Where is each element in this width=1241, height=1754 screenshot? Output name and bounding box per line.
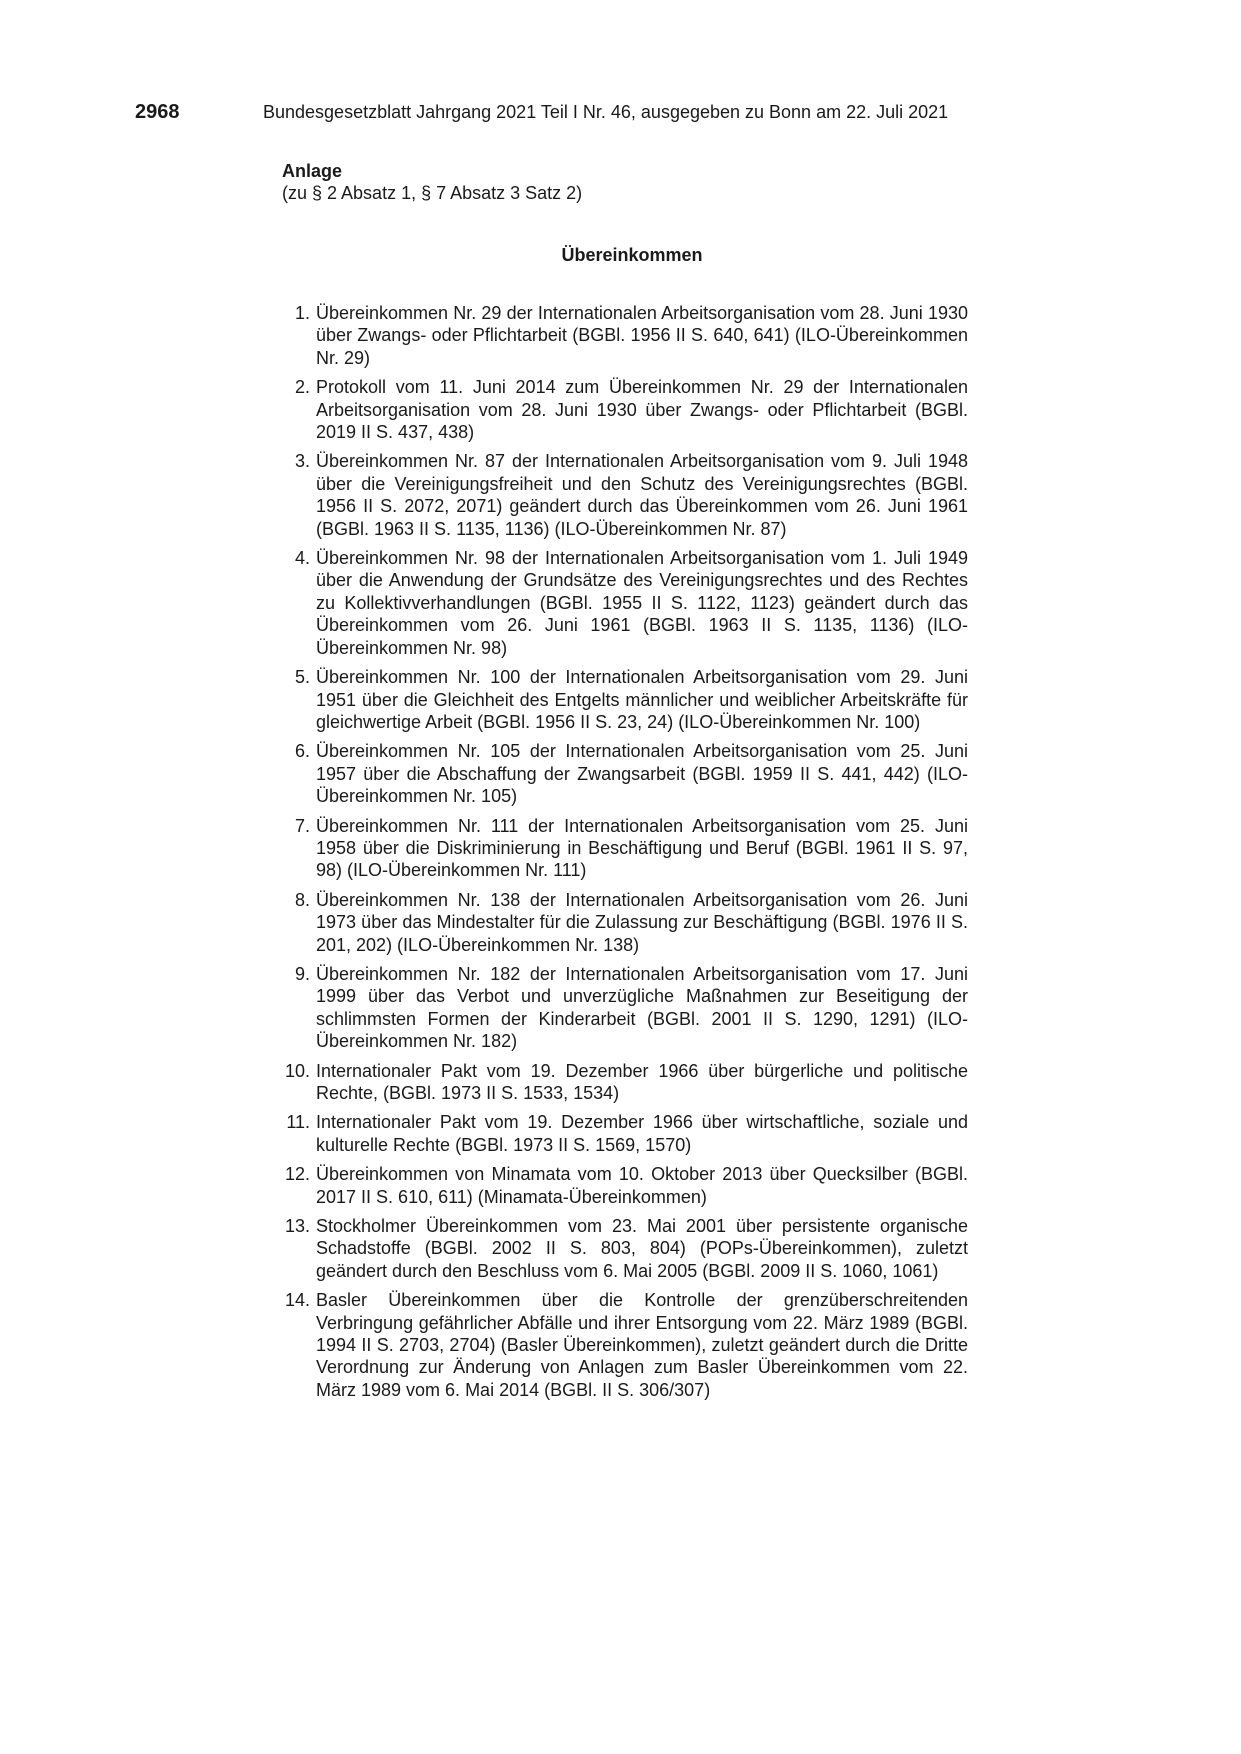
annex-title: Anlage xyxy=(282,161,343,181)
annex-block xyxy=(282,160,982,204)
item-text: Stockholmer Übereinkommen vom 23. Mai 2001 über persistente organische Schadstoffe (BGBl. 2002 II S. 803, 804) (POPs-Übereinkommen), zuletzt geändert durch den Beschluss vom 6. Mai 2005 (BGBl. 2009 II S. 1060, 1061) xyxy=(316,1216,968,1281)
item-text: Übereinkommen von Minamata vom 10. Oktober 2013 über Quecksilber (BGBl. 2017 II S. 610, 611) (Minamata-Übereinkommen) xyxy=(316,1164,968,1207)
list-item xyxy=(282,302,968,369)
list-item xyxy=(282,963,968,1053)
list-item xyxy=(282,1163,968,1208)
section-title: Übereinkommen xyxy=(561,245,703,265)
list-item xyxy=(282,740,968,807)
item-number: 12. xyxy=(284,1164,310,1185)
item-text: Übereinkommen Nr. 138 der Internationalen Arbeitsorganisation vom 26. Juni 1973 über das Mindestalter für die Zulassung zur Beschäftigung (BGBl. 1976 II S. 201, 202) (ILO-Übereinkommen Nr. 138) xyxy=(316,889,968,955)
list-item xyxy=(282,376,968,443)
item-number: 1. xyxy=(294,303,310,323)
item-number: 7. xyxy=(294,815,310,836)
list-item xyxy=(282,1215,968,1282)
item-number: 10. xyxy=(284,1060,310,1081)
item-text: Internationaler Pakt vom 19. Dezember 1966 über bürgerliche und politische Rechte, (BGBl. 1973 II S. 1533, 1534) xyxy=(316,1060,968,1103)
item-text: Basler Übereinkommen über die Kontrolle der grenzüberschreitenden Verbringung gefährlicher Abfälle und ihrer Entsorgung vom 22. März 1989 (BGBl. 1994 II S. 2703, 2704) (Basler Übereinkommen), zuletzt geändert durch die Dritte Verordnung zur Änderung von Anlagen zum Basler Übereinkommen vom 22. März 1989 vom 6. Mai 2014 (BGBl. II S. 306/307) xyxy=(316,1290,968,1400)
item-number: 11. xyxy=(286,1112,310,1133)
list-item xyxy=(282,1289,968,1401)
page-number: 2968 xyxy=(135,101,180,123)
list-item xyxy=(282,1111,968,1156)
item-number: 2. xyxy=(294,377,310,398)
list-item xyxy=(282,889,968,956)
item-number: 9. xyxy=(294,963,310,984)
list-item xyxy=(282,666,968,733)
item-text: Übereinkommen Nr. 87 der Internationalen Arbeitsorganisation vom 9. Juli 1948 über die Vereinigungsfreiheit und den Schutz des Vereinigungsrechtes (BGBl. 1956 II S. 2072, 2071) geändert durch das Übereinkommen vom 26. Juni 1961 (BGBl. 1963 II S. 1135, 1136) (ILO-Übereinkommen Nr. 87) xyxy=(316,451,968,539)
list-item xyxy=(282,1060,968,1105)
item-text: Übereinkommen Nr. 111 der Internationalen Arbeitsorganisation vom 25. Juni 1958 über die Diskriminierung in Beschäftigung und Beruf (BGBl. 1961 II S. 97, 98) (ILO-Übereinkommen Nr. 111) xyxy=(316,815,968,881)
item-text: Protokoll vom 11. Juni 2014 zum Übereinkommen Nr. 29 der Internationalen Arbeitsorganisation vom 28. Juni 1930 über Zwangs- oder Pflichtarbeit (BGBl. 2019 II S. 437, 438) xyxy=(316,377,968,443)
list-item xyxy=(282,547,968,659)
item-number: 4. xyxy=(294,548,310,569)
list-item xyxy=(282,815,968,882)
page-header xyxy=(135,100,985,124)
item-number: 3. xyxy=(294,451,310,472)
item-text: Übereinkommen Nr. 29 der Internationalen Arbeitsorganisation vom 28. Juni 1930 über Zwangs- oder Pflichtarbeit (BGBl. 1956 II S. 640, 641) (ILO-Übereinkommen Nr. 29) xyxy=(316,303,968,368)
item-text: Übereinkommen Nr. 100 der Internationalen Arbeitsorganisation vom 29. Juni 1951 über die Gleichheit des Entgelts männlicher und weiblicher Arbeitskräfte für gleichwertige Arbeit (BGBl. 1956 II S. 23, 24) (ILO-Übereinkommen Nr. 100) xyxy=(316,667,968,732)
item-number: 6. xyxy=(294,741,310,762)
item-text: Internationaler Pakt vom 19. Dezember 1966 über wirtschaftliche, soziale und kulturelle Rechte (BGBl. 1973 II S. 1569, 1570) xyxy=(316,1112,968,1155)
item-number: 14. xyxy=(284,1290,310,1311)
agreement-list xyxy=(282,302,968,1408)
item-number: 5. xyxy=(294,667,310,688)
item-text: Übereinkommen Nr. 182 der Internationalen Arbeitsorganisation vom 17. Juni 1999 über das Verbot und unverzügliche Maßnahmen zur Beseitigung der schlimmsten Formen der Kinderarbeit (BGBl. 2001 II S. 1290, 1291) (ILO-Übereinkommen Nr. 182) xyxy=(316,963,968,1052)
item-text: Übereinkommen Nr. 98 der Internationalen Arbeitsorganisation vom 1. Juli 1949 über die Anwendung der Grundsätze des Vereinigungsrechtes und des Rechtes zu Kollektivverhandlungen (BGBl. 1955 II S. 1122, 1123) geändert durch das Übereinkommen vom 26. Juni 1961 (BGBl. 1963 II S. 1135, 1136) (ILO-Übereinkommen Nr. 98) xyxy=(316,548,968,658)
item-number: 13. xyxy=(284,1216,310,1237)
list-item xyxy=(282,450,968,540)
item-text: Übereinkommen Nr. 105 der Internationalen Arbeitsorganisation vom 25. Juni 1957 über die Abschaffung der Zwangsarbeit (BGBl. 1959 II S. 441, 442) (ILO-Übereinkommen Nr. 105) xyxy=(316,741,968,807)
item-number: 8. xyxy=(294,889,310,910)
annex-reference: (zu § 2 Absatz 1, § 7 Absatz 3 Satz 2) xyxy=(282,183,583,203)
publication-line: Bundesgesetzblatt Jahrgang 2021 Teil I Nr. 46, ausgegeben zu Bonn am 22. Juli 2021 xyxy=(263,102,949,122)
